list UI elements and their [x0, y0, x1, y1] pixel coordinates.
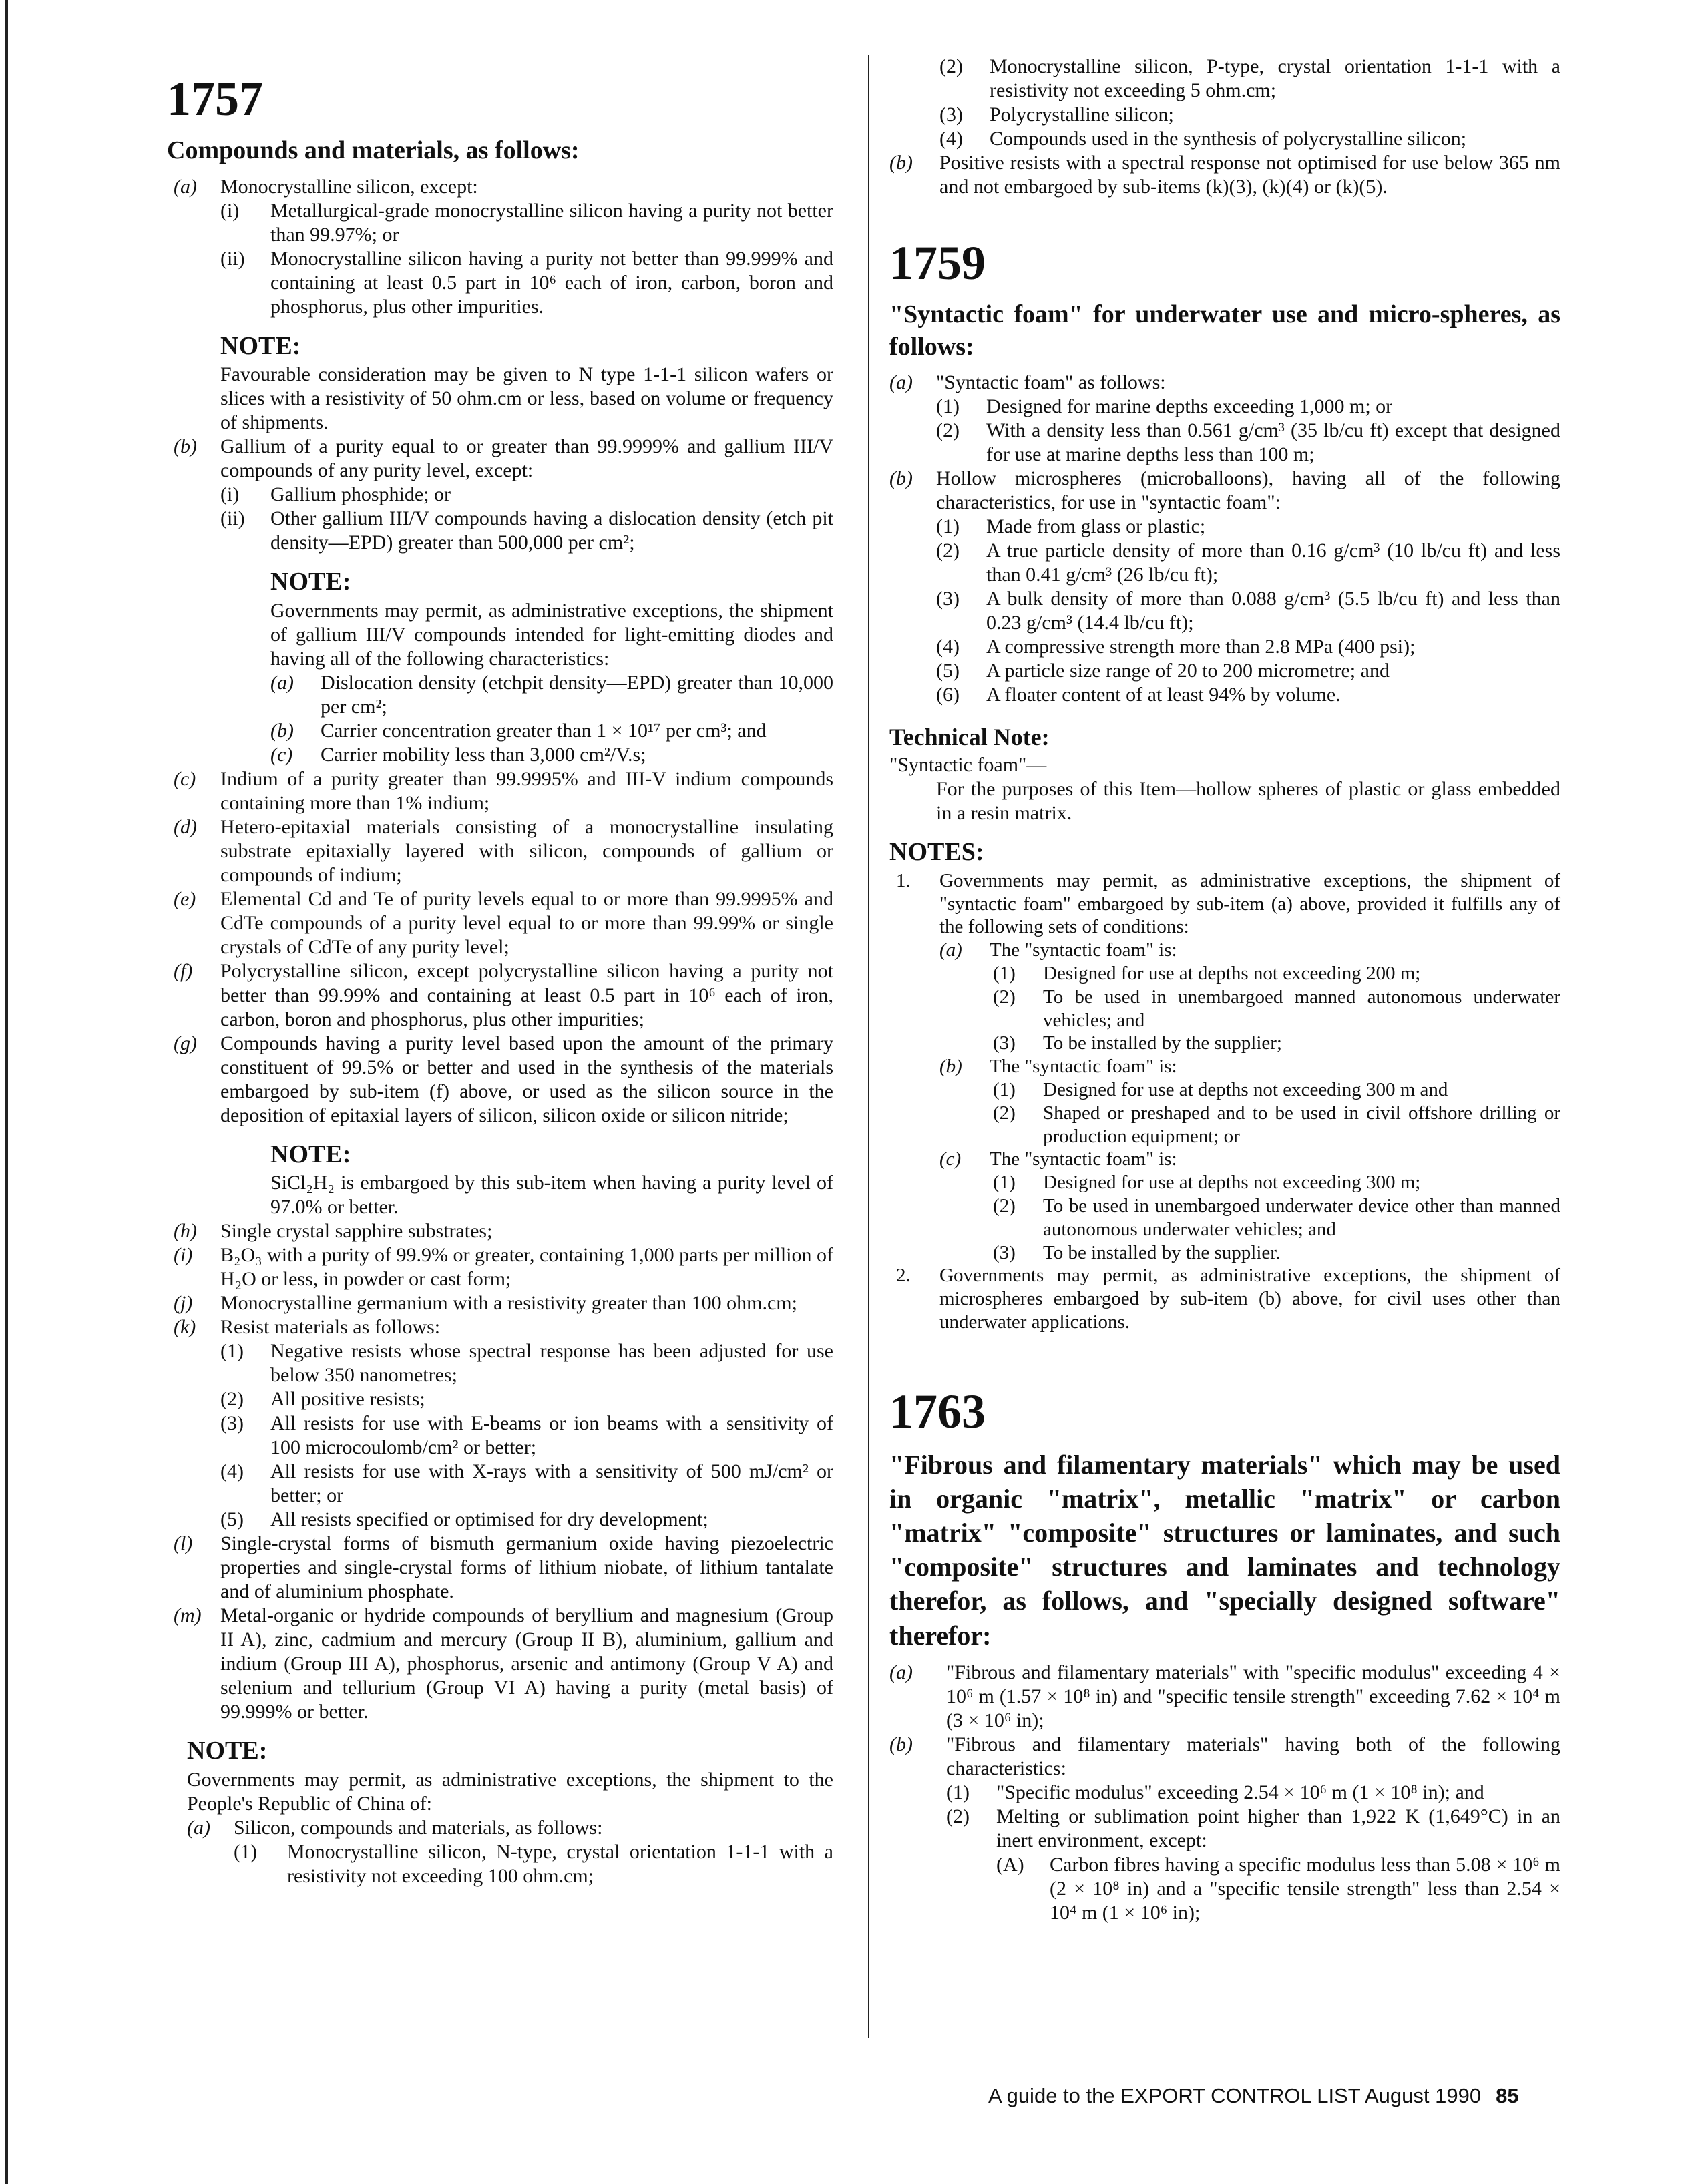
- note-1-c-3: (3) To be installed by the supplier.: [993, 1241, 1281, 1263]
- note-1-b-2: (2) Shaped or preshaped and to be used in civil offshore drilling or production equipment; or: [993, 1102, 1560, 1147]
- sub-item-b-3: (3) A bulk density of more than 0.088 g/cm³ (5.5 lb/cu ft) and less than 0.23 g/cm³ (14.4 lb/cu ft);: [936, 588, 1560, 634]
- sub-item-b-1: (1) "Specific modulus" exceeding 2.54 × 10⁶ m (1 × 10⁸ in); and: [946, 1781, 1484, 1803]
- note-sub-item-a: (a) Silicon, compounds and materials, as follows:: [187, 1816, 603, 1839]
- note-1: 1. Governments may permit, as administrative exceptions, the shipment of "syntactic foam" embargoed by sub-item (a) above, provided it fulfills any of the following sets of conditions:: [896, 869, 1560, 938]
- note-text: Governments may permit, as administrative exceptions, the shipment of gallium III/V compounds intended for light-emitting diodes and having all of the following characteristics:: [270, 599, 833, 670]
- sub-item-a: (a) Monocrystalline silicon, except:: [174, 175, 478, 198]
- left-column: [167, 60, 833, 1888]
- note-heading: NOTE:: [187, 1737, 268, 1765]
- note-1-c: (c) The "syntactic foam" is:: [939, 1148, 1177, 1170]
- page-number: 85: [1496, 2084, 1519, 2107]
- sub-item-j: (j) Monocrystalline germanium with a resistivity greater than 100 ohm.cm;: [174, 1292, 797, 1315]
- note-1-a-2: (2) To be used in unembargoed manned autonomous underwater vehicles; and: [993, 986, 1560, 1031]
- sub-item-b-6: (6) A floater content of at least 94% by volume.: [936, 684, 1341, 706]
- sub-item-c: (c) Indium of a purity greater than 99.9995% and III-V indium compounds containing more than 1% indium;: [174, 767, 833, 814]
- sub-item-a: (a) "Syntactic foam" as follows:: [889, 371, 1166, 393]
- note-sub-item-b: (b) Carrier concentration greater than 1 × 10¹⁷ per cm³; and: [270, 719, 767, 742]
- item-title-1759: "Syntactic foam" for underwater use and micro-spheres, as follows:: [889, 300, 1560, 361]
- sub-item-i: (i) B₂O₃ with a purity of 99.9% or greater, containing 1,000 parts per million of H₂O or less, in powder or cast form;: [174, 1244, 833, 1291]
- item-title-1757: Compounds and materials, as follows:: [167, 136, 580, 164]
- sub-item-k-1: (1) Negative resists whose spectral response has been adjusted for use below 350 nanometres;: [220, 1340, 833, 1387]
- sub-item-e: (e) Elemental Cd and Te of purity levels equal to or more than 99.9995% and CdTe compounds of a purity level equal to or more than 99.99% or single crystals of CdTe of any purity level;: [174, 887, 833, 958]
- note-sub-item-a-3: (3) Polycrystalline silicon;: [939, 103, 1174, 126]
- sub-item-b-2: (2) Melting or sublimation point higher than 1,922 K (1,649°C) in an inert environment, except:: [946, 1805, 1560, 1851]
- sub-item-g: (g) Compounds having a purity level based upon the amount of the primary constituent of 99.5% or better and used in the synthesis of the materials embargoed by sub-item (f) above, or used as the silicon source in the deposition of epitaxial layers of silicon, silicon oxide or silicon nitride;: [174, 1032, 833, 1126]
- sub-item-k-5: (5) All resists specified or optimised for dry development;: [220, 1508, 708, 1531]
- technical-note-text: For the purposes of this Item—hollow spheres of plastic or glass embedded in a resin matrix.: [936, 778, 1560, 825]
- sub-item-a-1: (1) Designed for marine depths exceeding 1,000 m; or: [936, 395, 1393, 417]
- note-1-a: (a) The "syntactic foam" is:: [939, 939, 1177, 961]
- sub-item-a-2: (2) With a density less than 0.561 g/cm³ (35 lb/cu ft) except that designed for use at marine depths less than 100 m;: [936, 419, 1560, 465]
- sub-item-k-3: (3) All resists for use with E-beams or ion beams with a sensitivity of 100 microcoulomb/cm² or better;: [220, 1412, 833, 1459]
- technical-note-heading: Technical Note:: [889, 724, 1050, 750]
- note-sub-item-a-2: (2) Monocrystalline silicon, P-type, crystal orientation 1-1-1 with a resistivity not exceeding 5 ohm.cm;: [939, 55, 1560, 101]
- note-text: Favourable consideration may be given to N type 1-1-1 silicon wafers or slices with a resistivity of 50 ohm.cm or less, based on volume or frequency of shipments.: [220, 363, 833, 434]
- footer-guide-title: A guide to the EXPORT CONTROL LIST August 1990: [988, 2084, 1482, 2107]
- sub-item-h: (h) Single crystal sapphire substrates;: [174, 1220, 493, 1243]
- note-1-c-2: (2) To be used in unembargoed underwater device other than manned autonomous underwater vehicles; and: [993, 1194, 1560, 1240]
- item-number-1759: 1759: [889, 236, 986, 290]
- note-sub-item-b: (b) Positive resists with a spectral response not optimised for use below 365 nm and not embargoed by sub-items (k)(3), (k)(4) or (k)(5).: [889, 152, 1560, 198]
- sub-item-b-5: (5) A particle size range of 20 to 200 micrometre; and: [936, 660, 1390, 682]
- note-sub-item-a: (a) Dislocation density (etchpit density—EPD) greater than 10,000 per cm²;: [270, 671, 833, 718]
- sub-item-a: (a) "Fibrous and filamentary materials" with "specific modulus" exceeding 4 × 10⁶ m (1.57 × 10⁸ in) and "specific tensile strength" exceeding 7.62 × 10⁴ m (3 × 10⁶ in);: [889, 1661, 1560, 1731]
- sub-item-b-2-A: (A) Carbon fibres having a specific modulus less than 5.08 × 10⁶ m (2 × 10⁸ in) and a "specific tensile strength" less than 2.54 × 10⁴ m (1 × 10⁶ in);: [996, 1853, 1560, 1924]
- item-number-1763: 1763: [889, 1384, 986, 1438]
- note-heading: NOTE:: [220, 331, 301, 360]
- note-sub-item-a-4: (4) Compounds used in the synthesis of polycrystalline silicon;: [939, 128, 1467, 150]
- note-1-b: (b) The "syntactic foam" is:: [939, 1056, 1177, 1078]
- item-number-1757: 1757: [167, 72, 263, 126]
- note-1-c-1: (1) Designed for use at depths not exceeding 300 m;: [993, 1172, 1421, 1194]
- note-heading: NOTE:: [270, 568, 351, 596]
- notes-heading: NOTES:: [889, 838, 984, 867]
- sub-item-k-4: (4) All resists for use with X-rays with a sensitivity of 500 mJ/cm² or better; or: [220, 1460, 833, 1507]
- note-1-a-1: (1) Designed for use at depths not exceeding 200 m;: [993, 962, 1421, 984]
- sub-item-b-4: (4) A compressive strength more than 2.8 MPa (400 psi);: [936, 636, 1416, 658]
- note-1-b-1: (1) Designed for use at depths not exceeding 300 m and: [993, 1078, 1448, 1100]
- note-sub-item-a-1: (1) Monocrystalline silicon, N-type, crystal orientation 1-1-1 with a resistivity not exceeding 100 ohm.cm;: [234, 1840, 833, 1887]
- sub-item-b: (b) "Fibrous and filamentary materials" having both of the following characteristics:: [889, 1733, 1560, 1779]
- sub-item-b: (b) Gallium of a purity equal to or greater than 99.9999% and gallium III/V compounds of any purity level, except:: [174, 435, 833, 482]
- sub-item-k: (k) Resist materials as follows:: [174, 1316, 441, 1339]
- sub-item-k-2: (2) All positive resists;: [220, 1388, 425, 1411]
- sub-item-d: (d) Hetero-epitaxial materials consisting of a monocrystalline insulating substrate epitaxially layered with silicon, compounds of gallium or compounds of indium;: [174, 815, 833, 886]
- right-column: [868, 55, 1560, 2038]
- note-sub-item-c: (c) Carrier mobility less than 3,000 cm²/V.s;: [270, 743, 646, 766]
- note-1-a-3: (3) To be installed by the supplier;: [993, 1032, 1282, 1054]
- page-footer: [988, 2083, 1519, 2108]
- binding-edge-rule: [5, 0, 8, 2184]
- item-title-1763: "Fibrous and filamentary materials" which may be used in organic "matrix", metallic "matrix" or carbon "matrix" "composite" structures or laminates, and such "composite" structures and laminates and technology therefor, as follows, and "specially designed software" therefor:: [889, 1449, 1560, 1651]
- sub-item-b-1: (1) Made from glass or plastic;: [936, 515, 1206, 537]
- technical-note-term: "Syntactic foam"—: [889, 754, 1047, 777]
- note-text: Governments may permit, as administrative exceptions, the shipment to the People's Republic of China of:: [187, 1768, 833, 1815]
- sub-item-a-ii: (ii) Monocrystalline silicon having a purity not better than 99.999% and containing at least 0.5 part in 10⁶ each of iron, carbon, boron and phosphorus, plus other impurities.: [220, 247, 833, 318]
- sub-item-b-i: (i) Gallium phosphide; or: [220, 483, 451, 506]
- sub-item-a-i: (i) Metallurgical-grade monocrystalline silicon having a purity not better than 99.97%; or: [220, 199, 833, 246]
- note-2: 2. Governments may permit, as administrative exceptions, the shipment of microspheres embargoed by sub-item (b) above, for civil uses other than underwater applications.: [896, 1265, 1560, 1333]
- note-heading: NOTE:: [270, 1140, 351, 1168]
- sub-item-l: (l) Single-crystal forms of bismuth germanium oxide having piezoelectric properties and single-crystal forms of lithium niobate, of lithium tantalate and of aluminium phosphate.: [174, 1532, 833, 1603]
- sub-item-b: (b) Hollow microspheres (microballoons), having all of the following characteristics, for use in "syntactic foam":: [889, 467, 1560, 513]
- sub-item-m: (m) Metal-organic or hydride compounds of beryllium and magnesium (Group II A), zinc, cadmium and mercury (Group II B), aluminium, gallium and indium (Group III A), phosphorus, arsenic and antimony (Group V A) and selenium and tellurium (Group VI A) having a purity (metal basis) of 99.999% or better.: [174, 1604, 833, 1723]
- sub-item-f: (f) Polycrystalline silicon, except polycrystalline silicon having a purity not better than 99.99% and containing at least 0.5 part in 10⁶ each of iron, carbon, boron and phosphorus, plus other impurities;: [174, 959, 833, 1030]
- sub-item-b-ii: (ii) Other gallium III/V compounds having a dislocation density (etch pit density—EPD) greater than 500,000 per cm²;: [220, 507, 833, 554]
- sub-item-b-2: (2) A true particle density of more than 0.16 g/cm³ (10 lb/cu ft) and less than 0.41 g/cm³ (26 lb/cu ft);: [936, 539, 1560, 586]
- note-text: SiCl₂H₂ is embargoed by this sub-item when having a purity level of 97.0% or better.: [270, 1172, 833, 1219]
